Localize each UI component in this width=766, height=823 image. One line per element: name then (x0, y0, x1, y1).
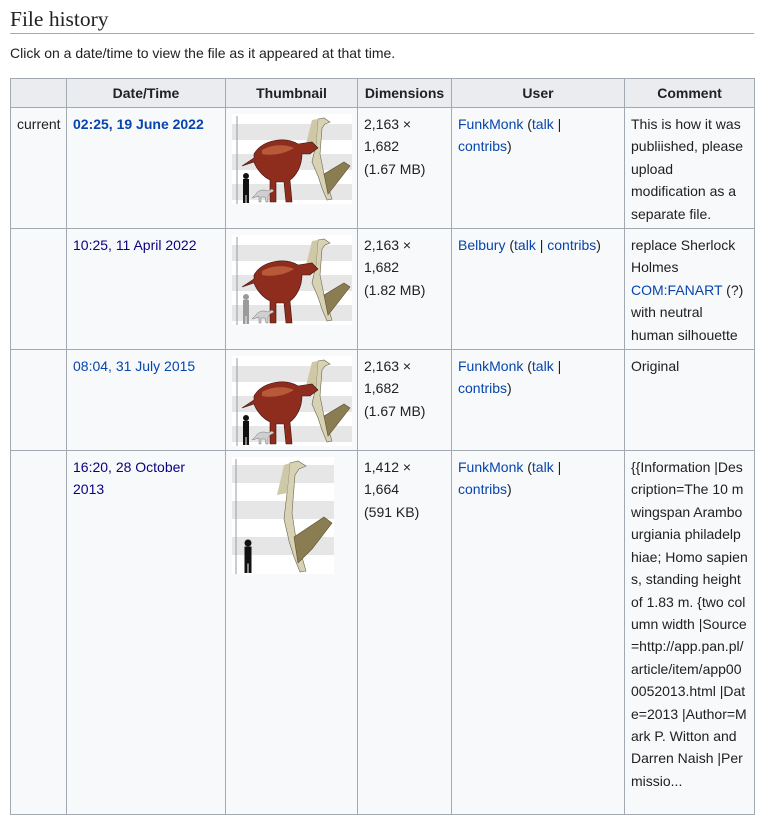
comment-cell: Original (625, 350, 755, 451)
talk-link[interactable]: talk (531, 116, 554, 132)
thumbnail-cell (226, 350, 358, 451)
table-header-row (11, 79, 755, 108)
status-cell (11, 350, 67, 451)
table-row (11, 229, 755, 350)
fanart-link[interactable]: COM:FANART (631, 281, 723, 298)
column-header-thumbnail: Thumbnail (226, 79, 358, 108)
file-size: (1.67 MB) (364, 160, 426, 177)
comment-cell (625, 229, 755, 350)
datetime-link[interactable]: 16:20, 28 October 2013 (73, 459, 186, 498)
column-header-dimensions: Dimensions (358, 79, 452, 108)
dimensions-cell (358, 229, 452, 350)
link-separator: | (553, 459, 562, 476)
link-separator: | (535, 237, 548, 254)
user-cell: FunkMonk (talk | contribs) (452, 350, 625, 451)
status-cell (11, 229, 67, 350)
talk-link[interactable]: talk (531, 459, 554, 476)
thumbnail-image (232, 457, 334, 574)
dimensions-cell (358, 350, 452, 451)
talk-link[interactable]: talk (531, 358, 554, 375)
thumbnail-cell (226, 229, 358, 350)
datetime-cell (67, 229, 226, 350)
dimensions-value: 1,412 × 1,664 (364, 459, 412, 498)
datetime-cell (67, 108, 226, 229)
contribs-link[interactable]: contribs (547, 237, 597, 254)
dimensions-value: 2,163 × 1,682 (364, 358, 412, 397)
thumbnail-link[interactable] (232, 457, 351, 574)
thumbnail-cell (226, 451, 358, 815)
table-row (11, 451, 755, 815)
dimensions-value: 2,163 × 1,682 (364, 237, 412, 276)
table-row (11, 108, 755, 229)
link-separator: | (553, 358, 562, 375)
status-cell (11, 451, 67, 815)
datetime-cell (67, 350, 226, 451)
file-size: (591 KB) (364, 503, 420, 520)
thumbnail-image (232, 235, 352, 325)
datetime-link[interactable]: 02:25, 19 June 2022 (73, 116, 204, 132)
comment-cell: This is how it was publiished, please upload modification as a separate file. (625, 108, 755, 229)
datetime-cell (67, 451, 226, 815)
datetime-link[interactable]: 08:04, 31 July 2015 (73, 358, 196, 375)
contribs-link[interactable]: contribs (458, 380, 508, 397)
comment-text: (?) with neutral human silhouette (631, 281, 744, 343)
user-cell: FunkMonk (talk | contribs) (452, 451, 625, 815)
intro-text: Click on a date/time to view the file as it appeared at that time. (10, 45, 396, 61)
column-header-status (11, 79, 67, 108)
file-size: (1.82 MB) (364, 281, 426, 298)
link-separator: | (553, 116, 562, 132)
dimensions-cell (358, 451, 452, 815)
user-cell: FunkMonk (talk | contribs) (452, 108, 625, 229)
datetime-link[interactable]: 10:25, 11 April 2022 (73, 237, 197, 254)
column-header-user: User (452, 79, 625, 108)
table-row (11, 350, 755, 451)
column-header-comment: Comment (625, 79, 755, 108)
section-title: File history (10, 0, 754, 34)
thumbnail-link[interactable] (232, 114, 351, 204)
user-link[interactable]: FunkMonk (458, 116, 524, 132)
user-link[interactable]: Belbury (458, 237, 506, 254)
contribs-link[interactable]: contribs (458, 481, 508, 498)
talk-link[interactable]: talk (514, 237, 536, 254)
thumbnail-link[interactable] (232, 356, 351, 446)
column-header-datetime: Date/Time (67, 79, 226, 108)
file-size: (1.67 MB) (364, 402, 426, 419)
dimensions-value: 2,163 × 1,682 (364, 116, 412, 155)
status-cell: current (11, 108, 67, 229)
user-link[interactable]: FunkMonk (458, 459, 524, 476)
thumbnail-image (232, 114, 352, 204)
comment-cell: {{Information |Description=The 10 m wingspan Arambourgiania philadelphiae; Homo sapiens, standing height of 1.83 m. {two column width |Source=http://app.pan.pl/article/item/app000052013.html |Date=2013 |Author=Mark P. Witton and Darren Naish |Permissio... (625, 451, 755, 815)
dimensions-cell (358, 108, 452, 229)
thumbnail-cell (226, 108, 358, 229)
thumbnail-image (232, 356, 352, 446)
file-history-table (10, 78, 755, 815)
contribs-link[interactable]: contribs (458, 138, 508, 155)
file-history-section (10, 0, 754, 789)
thumbnail-link[interactable] (232, 235, 351, 325)
user-cell: Belbury (talk | contribs) (452, 229, 625, 350)
user-link[interactable]: FunkMonk (458, 358, 524, 375)
comment-text: replace Sherlock Holmes (631, 237, 736, 276)
